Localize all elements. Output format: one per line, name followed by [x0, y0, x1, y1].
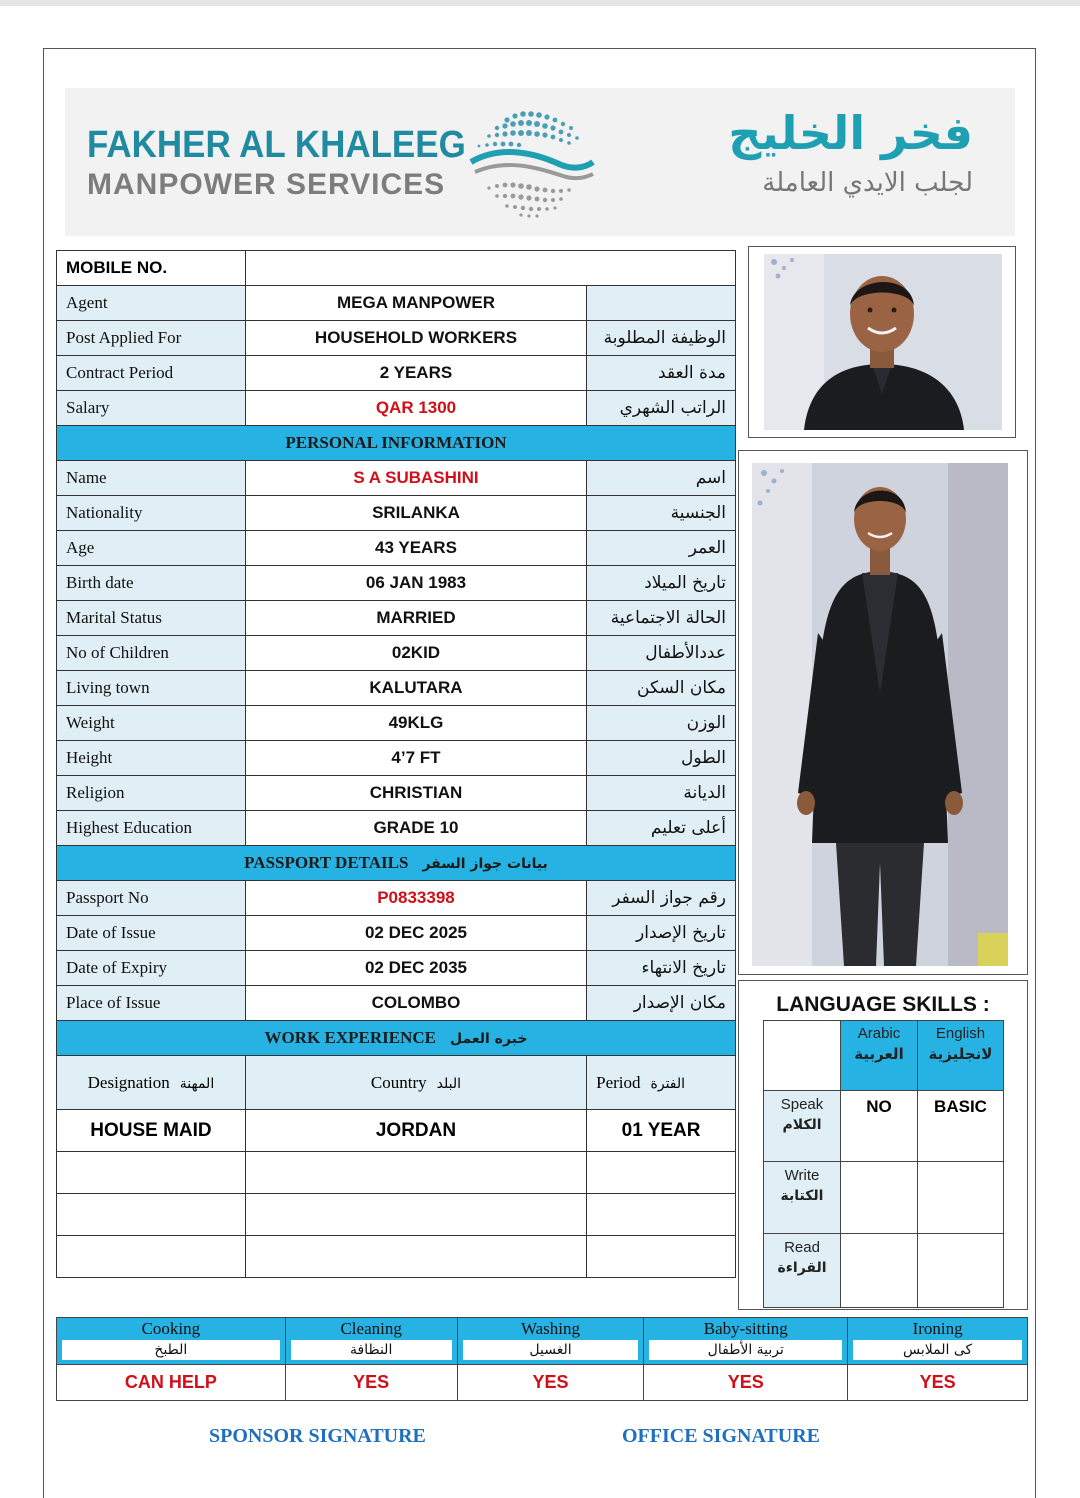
row-label-ar: أعلى تعليم — [587, 811, 736, 846]
skill-label-ar: الكتابة — [780, 1188, 824, 1204]
detail-row — [57, 741, 736, 776]
row-label-ar: تاريخ الإصدار — [587, 916, 736, 951]
passport-section-header — [57, 846, 736, 881]
row-label-ar: اسم — [587, 461, 736, 496]
skill-header — [848, 1318, 1028, 1365]
row-value: 06 JAN 1983 — [245, 566, 586, 601]
company-name-en: FAKHER AL KHALEEG — [87, 124, 466, 166]
empty-cell — [245, 1236, 586, 1278]
row-label-ar: عددالأطفال — [587, 636, 736, 671]
detail-row — [57, 636, 736, 671]
detail-row — [57, 356, 736, 391]
work-row — [57, 1110, 736, 1152]
detail-row — [57, 671, 736, 706]
empty-cell — [587, 1194, 736, 1236]
row-label-ar: مكان السكن — [587, 671, 736, 706]
skill-label: Write — [784, 1167, 820, 1184]
row-label: Birth date — [57, 566, 246, 601]
row-label: Post Applied For — [57, 321, 246, 356]
work-section-header — [57, 1021, 736, 1056]
english-level — [918, 1234, 1004, 1308]
detail-row — [57, 391, 736, 426]
row-value: GRADE 10 — [245, 811, 586, 846]
detail-row — [57, 881, 736, 916]
empty-cell — [587, 1152, 736, 1194]
skills-value-row — [57, 1365, 1028, 1401]
header-label: Designation — [87, 1072, 170, 1092]
detail-row — [57, 916, 736, 951]
row-value: 49KLG — [245, 706, 586, 741]
skill-name: Ironing — [912, 1319, 963, 1338]
row-value: MEGA MANPOWER — [245, 286, 586, 321]
portrait-photo — [748, 246, 1016, 438]
work-period: 01 YEAR — [587, 1110, 736, 1152]
skill-name: Cooking — [141, 1319, 201, 1338]
skill-value: YES — [457, 1365, 644, 1401]
header-label-ar: لانجليزية — [928, 1045, 993, 1063]
language-skills-box — [738, 980, 1028, 1310]
work-country: JORDAN — [245, 1110, 586, 1152]
row-label: Place of Issue — [57, 986, 246, 1021]
office-signature-label: OFFICE SIGNATURE — [622, 1425, 820, 1447]
row-label-ar: تاريخ الانتهاء — [587, 951, 736, 986]
language-row — [764, 1091, 1004, 1162]
skill-name-ar: الغسيل — [463, 1340, 639, 1360]
empty-cell — [57, 1152, 246, 1194]
country-header — [245, 1056, 586, 1110]
header-label: Period — [596, 1072, 641, 1092]
header-label-ar: العربية — [854, 1045, 904, 1063]
arabic-header — [841, 1021, 918, 1091]
work-row-empty — [57, 1194, 736, 1236]
row-label: Agent — [57, 286, 246, 321]
detail-row — [57, 321, 736, 356]
salary-value: QAR 1300 — [245, 391, 586, 426]
row-value: 4’7 FT — [245, 741, 586, 776]
row-label-ar: الطول — [587, 741, 736, 776]
row-label-ar — [587, 286, 736, 321]
passport-number-value: P0833398 — [245, 881, 586, 916]
row-label: No of Children — [57, 636, 246, 671]
company-subtitle-en: MANPOWER SERVICES — [87, 168, 446, 201]
empty-corner-cell — [764, 1021, 841, 1091]
row-label: Weight — [57, 706, 246, 741]
row-value: MARRIED — [245, 601, 586, 636]
skill-name-ar: کی الملابس — [853, 1340, 1022, 1360]
work-row-empty — [57, 1152, 736, 1194]
work-designation: HOUSE MAID — [57, 1110, 246, 1152]
name-value: S A SUBASHINI — [245, 461, 586, 496]
empty-cell — [245, 1194, 586, 1236]
header-label-ar: المهنة — [179, 1075, 215, 1092]
full-length-photo — [738, 450, 1028, 975]
arabic-level: NO — [841, 1091, 918, 1162]
detail-row — [57, 286, 736, 321]
row-label-ar: مدة العقد — [587, 356, 736, 391]
skills-header-row — [57, 1318, 1028, 1365]
row-value: COLOMBO — [245, 986, 586, 1021]
skill-label: Read — [784, 1239, 820, 1256]
english-level — [918, 1162, 1004, 1234]
skill-header — [57, 1318, 286, 1365]
row-label: Religion — [57, 776, 246, 811]
company-name-ar: فخر الخليج — [728, 106, 973, 160]
detail-row — [57, 566, 736, 601]
section-header-cell — [57, 1021, 736, 1056]
skill-value: CAN HELP — [57, 1365, 286, 1401]
header-label: English — [935, 1025, 986, 1042]
section-title: PASSPORT DETAILS — [244, 853, 409, 872]
row-label-ar: الحالة الاجتماعية — [587, 601, 736, 636]
row-label-ar: الديانة — [587, 776, 736, 811]
skill-label: Speak — [780, 1096, 824, 1113]
row-value: 02 DEC 2035 — [245, 951, 586, 986]
row-label-ar: الوظيفة المطلوبة — [587, 321, 736, 356]
row-value: SRILANKA — [245, 496, 586, 531]
header-label: Country — [370, 1072, 427, 1092]
row-label: Date of Issue — [57, 916, 246, 951]
section-title: PERSONAL INFORMATION — [57, 426, 736, 461]
personal-section-header — [57, 426, 736, 461]
row-label: Salary — [57, 391, 246, 426]
arabic-level — [841, 1162, 918, 1234]
skill-header — [457, 1318, 644, 1365]
language-row — [764, 1234, 1004, 1308]
work-skills-table — [56, 1317, 1028, 1401]
language-row — [764, 1162, 1004, 1234]
row-value: 02KID — [245, 636, 586, 671]
english-header — [918, 1021, 1004, 1091]
applicant-details-table — [56, 250, 736, 1278]
empty-cell — [245, 1152, 586, 1194]
header-label: Arabic — [857, 1025, 901, 1042]
row-label-ar: الجنسية — [587, 496, 736, 531]
row-label-ar: الوزن — [587, 706, 736, 741]
skill-value: YES — [848, 1365, 1028, 1401]
language-header-row — [764, 1021, 1004, 1091]
row-label: Name — [57, 461, 246, 496]
row-label-ar: مكان الإصدار — [587, 986, 736, 1021]
top-bar — [0, 0, 1080, 6]
language-skills-title: LANGUAGE SKILLS : — [776, 993, 990, 1016]
detail-row — [57, 601, 736, 636]
skill-label-cell — [764, 1234, 841, 1308]
skill-label-ar: القراءة — [777, 1260, 827, 1276]
row-value: HOUSEHOLD WORKERS — [245, 321, 586, 356]
full-length-image — [752, 463, 1008, 966]
row-label: Marital Status — [57, 601, 246, 636]
row-label-ar: رقم جواز السفر — [587, 881, 736, 916]
mobile-label: MOBILE NO. — [57, 251, 246, 286]
dotted-wave-logo-icon — [467, 102, 597, 220]
row-value: CHRISTIAN — [245, 776, 586, 811]
detail-row — [57, 951, 736, 986]
skill-header — [644, 1318, 848, 1365]
mobile-value — [245, 251, 735, 286]
row-value: 2 YEARS — [245, 356, 586, 391]
empty-cell — [587, 1236, 736, 1278]
language-skills-table — [763, 1020, 1004, 1308]
row-label-ar: العمر — [587, 531, 736, 566]
detail-row — [57, 706, 736, 741]
row-label-ar: الراتب الشهري — [587, 391, 736, 426]
row-label: Living town — [57, 671, 246, 706]
skill-name: Cleaning — [340, 1319, 402, 1338]
designation-header — [57, 1056, 246, 1110]
row-label: Passport No — [57, 881, 246, 916]
row-label: Age — [57, 531, 246, 566]
detail-row — [57, 986, 736, 1021]
mobile-row — [57, 251, 736, 286]
section-title: WORK EXPERIENCE — [264, 1028, 436, 1047]
work-row-empty — [57, 1236, 736, 1278]
skill-name: Washing — [520, 1319, 581, 1338]
header-label-ar: البلد — [436, 1075, 462, 1092]
row-label-ar: تاريخ الميلاد — [587, 566, 736, 601]
header-label-ar: الفترة — [650, 1075, 686, 1092]
section-title-ar: بيانات جواز السفر — [422, 856, 548, 872]
detail-row — [57, 776, 736, 811]
section-title-ar: خبره العمل — [449, 1031, 528, 1047]
skill-name: Baby-sitting — [703, 1319, 788, 1338]
row-value: 43 YEARS — [245, 531, 586, 566]
row-label: Date of Expiry — [57, 951, 246, 986]
company-subtitle-ar: لجلب الايدي العاملة — [762, 168, 973, 198]
empty-cell — [57, 1194, 246, 1236]
detail-row — [57, 811, 736, 846]
row-label: Nationality — [57, 496, 246, 531]
skill-name-ar: النظافة — [291, 1340, 452, 1360]
skill-label-cell — [764, 1162, 841, 1234]
row-label: Contract Period — [57, 356, 246, 391]
skill-name-ar: تربية الأطفال — [649, 1340, 842, 1360]
row-value: KALUTARA — [245, 671, 586, 706]
arabic-level — [841, 1234, 918, 1308]
row-value: 02 DEC 2025 — [245, 916, 586, 951]
skill-value: YES — [285, 1365, 457, 1401]
row-label: Highest Education — [57, 811, 246, 846]
skill-header — [285, 1318, 457, 1365]
portrait-image — [764, 254, 1002, 430]
skill-value: YES — [644, 1365, 848, 1401]
sponsor-signature-label: SPONSOR SIGNATURE — [209, 1425, 426, 1447]
skill-label-cell — [764, 1091, 841, 1162]
detail-row — [57, 531, 736, 566]
company-header — [65, 88, 1015, 236]
empty-cell — [57, 1236, 246, 1278]
period-header — [587, 1056, 736, 1110]
section-header-cell — [57, 846, 736, 881]
skill-name-ar: الطبخ — [62, 1340, 280, 1360]
row-label: Height — [57, 741, 246, 776]
skill-label-ar: الكلام — [782, 1117, 822, 1133]
english-level: BASIC — [918, 1091, 1004, 1162]
detail-row — [57, 461, 736, 496]
work-header-row — [57, 1056, 736, 1110]
detail-row — [57, 496, 736, 531]
